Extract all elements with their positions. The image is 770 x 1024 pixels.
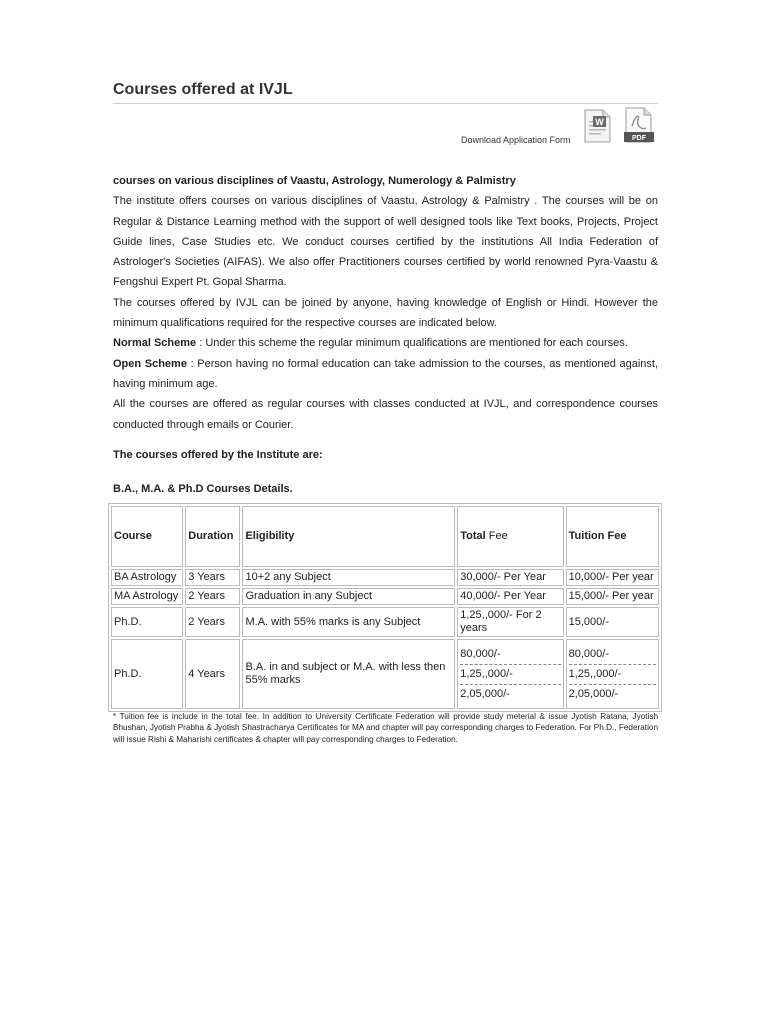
cell-eligibility: B.A. in and subject or M.A. with less then 55% marks <box>242 639 455 709</box>
cell-tuition-fee: 10,000/- Per year <box>566 569 659 586</box>
cell-course: Ph.D. <box>111 607 183 637</box>
cell-duration: 3 Years <box>185 569 240 586</box>
word-document-icon[interactable] <box>581 108 613 144</box>
cell-duration: 2 Years <box>185 588 240 605</box>
table-row <box>111 607 659 637</box>
intro-heading: courses on various disciplines of Vaastu, Astrology, Numerology & Palmistry <box>113 175 516 187</box>
courses-table-heading: B.A., M.A. & Ph.D Courses Details. <box>113 483 293 496</box>
cell-tuition-fee: 15,000/- Per year <box>566 588 659 605</box>
cell-course: MA Astrology <box>111 588 183 605</box>
intro-paragraph-3: All the courses are offered as regular courses with classes conducted at IVJL, and correspondence courses conducted through emails or Courier. <box>113 398 658 431</box>
cell-duration: 2 Years <box>185 607 240 637</box>
cell-course: Ph.D. <box>111 639 183 709</box>
table-header-row <box>111 506 659 567</box>
word-icon-letter: W <box>595 117 604 127</box>
header-tuition-fee: Tuition Fee <box>566 506 659 567</box>
tuition-fee-option: 1,25,,000/- <box>568 667 622 680</box>
fee-footnote: * Tuition fee is include in the total fee. In addition to University Certificate Federation will provide study meterial & issue Jyotish Ratana, Jyotish Bhushan, Jyotish Prabha & Jyotish Shastracharya Certificates for MA and chapter will pay corresponding charges to Federation. For Ph.D., Federation will issue Rishi & Maharishi certificates & chapter will pay corresponding charges to Federation. <box>113 712 658 744</box>
intro-content <box>113 171 658 499</box>
intro-paragraph-1: The institute offers courses on various disciplines of Vaastu, Astrology & Palmistry . The courses will be on Regular & Distance Learning method with the support of well designed tools like Text books, Projects, Project Guide lines, Case Studies etc. We conduct courses certified by the institutions All India Federation of Astrologer's Societies (AIFAS). We also offer Practitioners courses certified by world renowned Pyra-Vaastu & Fengshui Expert Pt. Gopal Sharma. <box>113 195 658 289</box>
table-row <box>111 569 659 586</box>
pdf-icon-label: PDF <box>632 135 646 142</box>
cell-total-fee: 1,25,,000/- For 2 years <box>457 607 563 637</box>
header-total-rest: Fee <box>485 530 508 542</box>
page-title: Courses offered at IVJL <box>113 81 293 98</box>
tuition-fee-option: 2,05,000/- <box>568 687 619 700</box>
header-course: Course <box>111 506 183 567</box>
cell-tuition-fee: 15,000/- <box>566 607 659 637</box>
cell-total-fee: 40,000/- Per Year <box>457 588 563 605</box>
normal-scheme-paragraph <box>113 333 658 353</box>
cell-duration: 4 Years <box>185 639 240 709</box>
table-row <box>111 639 659 709</box>
cell-eligibility: M.A. with 55% marks is any Subject <box>242 607 455 637</box>
header-duration: Duration <box>185 506 240 567</box>
header-total-fee <box>457 506 563 567</box>
normal-scheme-text: : Under this scheme the regular minimum qualifications are mentioned for each courses. <box>196 337 628 350</box>
tuition-fee-option: 80,000/- <box>568 647 610 660</box>
pdf-document-icon[interactable] <box>620 106 658 144</box>
cell-eligibility: 10+2 any Subject <box>242 569 455 586</box>
open-scheme-paragraph <box>113 354 658 395</box>
cell-eligibility: Graduation in any Subject <box>242 588 455 605</box>
title-divider <box>113 103 658 104</box>
header-total-bold: Total <box>460 530 486 542</box>
open-scheme-label: Open Scheme <box>113 357 187 370</box>
table-row <box>111 588 659 605</box>
download-application-link[interactable]: Download Application Form <box>461 135 571 145</box>
cell-total-fee <box>457 639 563 709</box>
courses-table <box>108 503 662 712</box>
cell-tuition-fee <box>566 639 659 709</box>
courses-offered-heading: The courses offered by the Institute are: <box>113 448 323 461</box>
header-eligibility: Eligibility <box>242 506 455 567</box>
intro-paragraph-2: The courses offered by IVJL can be joined by anyone, having knowledge of English or Hindi. However the minimum qualifications required for the respective courses are indicated below. <box>113 296 658 330</box>
total-fee-option: 80,000/- <box>460 647 501 660</box>
total-fee-option: 2,05,000/- <box>460 687 510 700</box>
total-fee-option: 1,25,,000/- <box>460 667 513 680</box>
normal-scheme-label: Normal Scheme <box>113 337 197 350</box>
cell-total-fee: 30,000/- Per Year <box>457 569 563 586</box>
cell-course: BA Astrology <box>111 569 183 586</box>
open-scheme-text: : Person having no formal education can take admission to the courses, as mentioned against, having minimum age. <box>113 357 658 390</box>
